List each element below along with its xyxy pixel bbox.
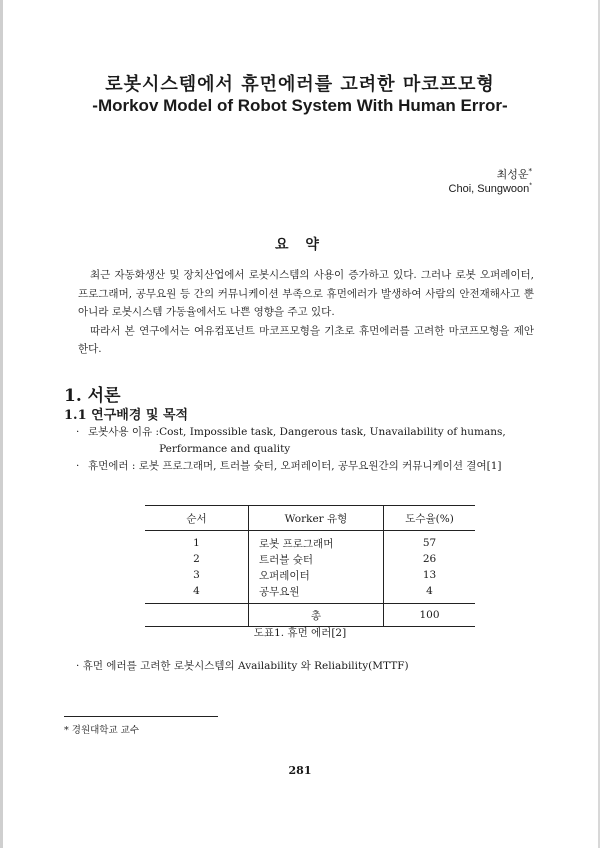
table-header-cell: 도수율(%) xyxy=(384,506,476,531)
table-cell-order: 4 xyxy=(145,583,249,604)
table-header-row xyxy=(145,506,475,531)
table-row xyxy=(145,531,475,552)
table-total-row xyxy=(145,604,475,627)
table-cell-rate: 4 xyxy=(426,585,433,597)
table-caption: 도표1. 휴먼 에러[2] xyxy=(253,627,347,639)
subsection-heading: 1.1 연구배경 및 목적 xyxy=(64,408,189,423)
bullet-label: 로봇사용 이유 : xyxy=(88,426,160,438)
author-name-ko: 최성운 xyxy=(496,168,529,181)
abstract-paragraph: 최근 자동화생산 및 장치산업에서 로봇시스템의 사용이 증가하고 있다. 그러나 로봇 오퍼레이터, 프로그래머, 공무요원 등 간의 커뮤니케이션 부족으로 휴먼에러가 발생하여 사람의 안전재해사고 뿐 아니라 로봇시스템 가동율에서도 나쁜 영향을 주고 있다. xyxy=(78,269,534,318)
bullet-item xyxy=(76,424,538,458)
bullet-text: 휴먼 에러를 고려한 로봇시스템의 Availability 와 Reliability(MTTF) xyxy=(82,660,409,672)
human-error-table xyxy=(145,505,475,627)
table-cell-type: 트러블 슛터 xyxy=(249,551,384,567)
bullet-item xyxy=(76,458,538,475)
author-korean xyxy=(497,166,532,182)
table-cell-order: 3 xyxy=(145,567,249,583)
page-number: 281 xyxy=(288,764,312,777)
table-header-cell: 순서 xyxy=(145,506,249,531)
bullet-dot: · xyxy=(76,426,80,438)
bullet-list xyxy=(76,424,538,475)
table-header-cell: Worker 유형 xyxy=(249,506,384,531)
table-cell-rate: 26 xyxy=(422,553,437,565)
table-total-value: 100 xyxy=(384,604,476,627)
table-row xyxy=(145,567,475,583)
table-cell-empty xyxy=(145,604,249,627)
table xyxy=(145,505,475,627)
bullet-dot: · xyxy=(76,660,80,672)
author-english xyxy=(449,183,532,195)
footnote-rule xyxy=(64,716,218,717)
table-cell-type: 공무요원 xyxy=(249,583,384,604)
table-total-label: 총 xyxy=(249,604,384,627)
section-heading: 1. 서론 xyxy=(64,386,121,406)
table-cell-type: 로봇 프로그래머 xyxy=(249,531,384,552)
scan-edge-left xyxy=(0,0,3,848)
title-korean: 로봇시스템에서 휴먼에러를 고려한 마코프모형 xyxy=(105,74,495,95)
table-cell-rate: 57 xyxy=(422,537,437,549)
abstract-heading: 요 약 xyxy=(275,237,325,253)
abstract-body xyxy=(78,266,534,359)
table-cell-order: 1 xyxy=(145,531,249,552)
table-cell-order: 2 xyxy=(145,551,249,567)
table-row xyxy=(145,551,475,567)
table-cell-rate: 13 xyxy=(422,569,437,581)
bullet-dot: · xyxy=(76,460,80,472)
abstract-paragraph: 따라서 본 연구에서는 여유컴포넌트 마코프모형을 기초로 휴먼에러를 고려한 마코프모형을 제안한다. xyxy=(78,324,534,355)
author-mark-en: * xyxy=(529,182,532,190)
footnote: * 경원대학교 교수 xyxy=(64,725,140,736)
bullet-text: Cost, Impossible task, Dangerous task, Unavailability of humans, Performance and quality xyxy=(159,426,506,455)
table-row xyxy=(145,583,475,604)
table-cell-type: 오퍼레이터 xyxy=(249,567,384,583)
bullet-item xyxy=(76,658,409,673)
bullet-text: 휴먼에러 : 로봇 프로그래머, 트러블 슛터, 오퍼레이터, 공무요원간의 커뮤니케이션 결여[1] xyxy=(88,460,502,472)
author-mark: * xyxy=(528,167,532,176)
author-name-en: Choi, Sungwoon xyxy=(448,183,530,195)
title-english: -Morkov Model of Robot System With Human Error- xyxy=(92,96,508,115)
